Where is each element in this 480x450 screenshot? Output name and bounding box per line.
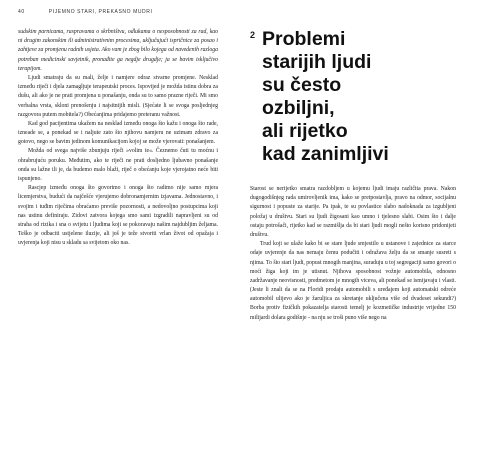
chapter-title-line: Problemi [262, 28, 346, 50]
chapter-title-line: su često [262, 74, 342, 96]
body-paragraph: Možda od svega najviše zbunjuju riječi »volim te«. Čeznemo čuti tu moćnu i ohrabrujuću poruku. Međutim, ako te riječi ne prati dosljedno ljubavno ponašanje onda su lažne ili je, da budemo malo blaži, riječ o obećanju koje vjerojatno neće biti ispunjeno. [18, 148, 218, 182]
running-head [18, 9, 152, 15]
chapter-number: 2 [250, 30, 256, 40]
body-paragraph: Rascjep između onoga što govorimo i onoga što radimo nije samo mjera licemjerstva, budući da najčešće vjerujemo dobronamjernim izjavama. Jednostavno, i svojim i tuđim riječima obraćamo previše pozornosti, a nedovoljno postupcima koji nas ustinu definiraju. Zidovi zatvora kojega smo sami izgradili napravljeni su od straha od rizika i sna o svijetu i ljudima koji se pokoravaju našim najdubljim željama. Teško je odbaciti ustjelene iluzije, ali još je teže stvoriti vrlan život od opažaja i uvjerenja koji nisu u skladu sa svijetom oko nas. [18, 185, 218, 247]
chapter-title-line: kad zanimljivi [262, 143, 389, 165]
page-number: 40 [18, 9, 25, 15]
chapter-title [262, 28, 462, 166]
body-paragraph: sudskim parnicama, raspravama o skrbništvu, odlukama o nesposobnosti za rad, kao ni drugim zakonskim ili administrativnim procesima, uključujući ispričnice za posao i zahtjeve za promjenu radnih usjeta. Ako vam je zbog bilo kojega od navedenih razloga potreban medicinski savjetnik, pronađite ga negdje drugdje; ja se bavim isključivo terapijom. [18, 29, 218, 72]
body-paragraph: Ljudi smatraju da su mali, želje i namjere odraz stvarne promjene. Nesklad između riječi i djela zamagljuje terapeutski proces. Ispovijed je možda istinu dobra za dušu, ali ako je ne prati promjena u ponašanju, onda su to samo prazne riječi. Mi smo verbalna vrsta, skloni prenošenju i najsitnijih misli. (Sjećate li se svoga posljednjeg razgovora putem mobitela?) Obećanjima pridajemo preteranu važnost. [18, 74, 218, 118]
body-paragraph: Starost se nerijetko smatra razdobljem u kojemu ljudi imaju različita prava. Nakon dugogodišnjeg rada umirovljenik ima, kako se pretpostavlja, pravo na odmor, socijalnu sigurnost i popuste za starije. Pa ipak, te su povlastice slabo nadoknada za izgubljeni položaj u društvu. Stari su ljudi žigosani kao umno i tjelesno slabi. Osim što i dalje ostaju potrošači, rijetko kad se razmišlja da bi stari ljudi mogli nešto korisno pridonijeti društvu. [250, 186, 456, 238]
chapter-title-line: starijih ljudi [262, 51, 372, 73]
running-title: PIJEMNO STARI, PREKASNO MUDRI [48, 9, 153, 15]
left-column [18, 28, 218, 249]
chapter-title-line: ozbiljni, [262, 97, 335, 119]
body-paragraph: Trud koji se ulaže kako bi se stare ljude smjestilo u ustanove i zajednice za starce odaje uvjerenje da nas nemaju čemu podučiti i odražava želju da se smanje susreti s njima. To što stari ljudi, popust mnogih manjina, suraduju u toj segregaciji samo govori o moći žiga koji im je utisnut. Njihova sposobnost vožnje automobila, odnosno zadržavanje neovisnosti, predmetom je mnogih viceva, ali ponekad se ismijavaju i vlasti. (Jeste li znali da se na Floridi prodaju automobili s uređajem koji automatski odreće automobil ulijevo ako je žaruljica za skretanje uključena više od dvadeset sekundi?) Borba protiv fizičkih pokazatelja starosti temelj je kozmetičke industrije vrijedne 150 milijardi dolara godišnje - na nju se troši puno više nego na [250, 241, 456, 321]
body-paragraph: Kad god pacijentima ukažem na nesklad između onoga što kažu i onoga što rade, izneade se, a ponekad se i naljute zato što njihovu namjeru ne uzimam zdravo za gotovo, nego se bavim jedinom komunikacijom kojoj se može vjerovati: ponašanjem. [18, 120, 218, 146]
right-column [250, 185, 456, 323]
chapter-title-line: ali rijetko [262, 120, 348, 142]
